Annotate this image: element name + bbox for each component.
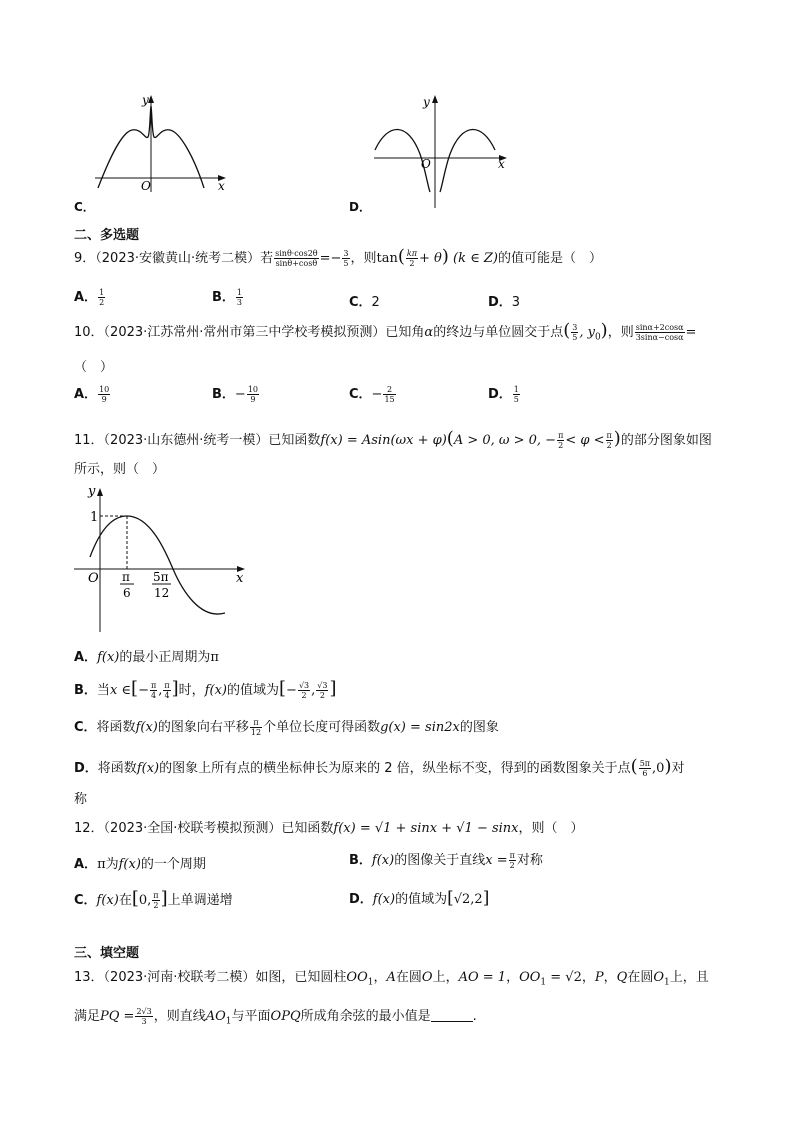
q12-option-b[interactable]: B．f(x)的图像关于直线x = $\frac{\pi}{2}$ 对称 xyxy=(349,851,543,870)
q10-option-c[interactable]: C．− $\frac{2}{15}$ xyxy=(349,385,395,404)
q10-option-d[interactable]: D． $\frac{1}{5}$ xyxy=(488,385,519,404)
graph-d-origin: O xyxy=(421,157,431,171)
q11-option-b[interactable]: B．当x ∈[− $\frac{\pi}{4}$ , $\frac{\pi}{4}$ ]时，f(x)的值域为[− $\frac{√3}{2}$ , $\frac{√3}{2}$ ] xyxy=(74,678,337,700)
graph-c-x-label: x xyxy=(218,179,225,193)
question-9: 9．（2023·安徽黄山·统考二模）若 $\frac{\sin\theta\cdot\cos 2\theta}{\sin\theta+\cos\theta}$ =− $\frac{3}{5}$ ，则tan( $\frac{k\pi}{2}$ + θ) (k ∈ Z)的值可能是（ ） xyxy=(74,246,603,268)
q11-graph-pi-num: π xyxy=(122,570,130,584)
q11-graph-y: y xyxy=(88,484,96,499)
q10-option-a[interactable]: A． $\frac{10}{9}$ xyxy=(74,385,110,404)
q9-tan-den: 2 xyxy=(409,259,415,268)
question-11: 11．（2023·山东德州·统考一模）已知函数f(x) = Asin(ωx + φ)(A > 0, ω > 0, − $\frac{\pi}{2}$ < φ < $\frac{\pi}{2}$ )的部分图象如图 xyxy=(74,428,712,450)
q9-option-d[interactable]: D．3 xyxy=(488,295,521,310)
q11-graph xyxy=(70,480,250,638)
option-c-label: C． xyxy=(74,200,95,214)
q11-line2: 所示，则（ ） xyxy=(74,462,166,477)
q9-tan-num: kπ xyxy=(406,249,418,258)
q9-tan: tan xyxy=(376,251,398,266)
q9-mid: ，则 xyxy=(350,251,377,266)
q12-option-c[interactable]: C．f(x)在[0, $\frac{\pi}{2}$ ]上单调递增 xyxy=(74,888,233,910)
graph-c-origin: O xyxy=(141,179,151,193)
graph-c xyxy=(90,92,240,197)
graph-d xyxy=(370,92,515,210)
option-d-label: D． xyxy=(349,200,371,214)
question-10: 10．（2023·江苏常州·常州市第三中学校考模拟预测）已知角α的终边与单位圆交于点( $\frac{3}{5}$ , $y_0$)，则 $\frac{\sin\alpha+2\cos\alpha}{3\sin\alpha-\cos\alpha}$ = xyxy=(74,320,697,343)
q10-alpha: α xyxy=(424,325,434,340)
q12-option-a[interactable]: A．π为f(x)的一个周期 xyxy=(74,857,206,872)
question-13: 13．（2023·河南·校联考二模）如图，已知圆柱$OO_1$，A在圆O上，AO = 1，$OO_1 = √2$，P，Q在圆$O_1$上，且 xyxy=(74,970,709,988)
q9-eq-rhs: =− xyxy=(319,251,342,266)
q11-option-c[interactable]: C．将函数f(x)的图象向右平移 $\frac{\pi}{12}$ 个单位长度可得函数g(x) = sin2x的图象 xyxy=(74,718,499,737)
q13-answer-blank[interactable] xyxy=(431,1009,473,1022)
q9-prefix: 9．（2023·安徽黄山·统考二模）若 xyxy=(74,251,274,266)
q9-eq-num: sinθ·cos2θ xyxy=(275,249,318,258)
q11-option-d-line2: 称 xyxy=(74,792,88,807)
q9-option-c[interactable]: C．2 xyxy=(349,295,380,310)
q9-suffix: 的值可能是（ ） xyxy=(498,251,603,266)
q10-blank-line: （ ） xyxy=(74,360,114,375)
q11-option-d[interactable]: D．将函数f(x)的图象上所有点的横坐标伸长为原来的 2 倍，纵坐标不变，得到的函数图象关于点( $\frac{5\pi}{6}$ ,0)对 xyxy=(74,756,685,778)
q9-option-a[interactable]: A． $\frac{1}{2}$ xyxy=(74,288,105,307)
q12-option-d[interactable]: D．f(x)的值域为[√2,2] xyxy=(349,888,490,908)
q11-graph-5pi-den: 12 xyxy=(154,586,170,600)
q11-graph-one: 1 xyxy=(90,510,99,525)
question-12: 12．（2023·全国·校联考模拟预测）已知函数f(x) = √1 + sinx + √1 − sinx，则（ ） xyxy=(74,821,584,836)
graph-d-y-label: y xyxy=(423,95,430,109)
graph-d-x-label: x xyxy=(498,157,505,171)
graph-c-y-label: y xyxy=(142,93,149,107)
q9-eq-den: sinθ+cosθ xyxy=(275,259,318,268)
q10-option-b[interactable]: B．− $\frac{10}{9}$ xyxy=(212,385,259,404)
q11-option-a[interactable]: A．f(x)的最小正周期为π xyxy=(74,650,219,665)
q11-graph-x: x xyxy=(236,571,244,586)
section-multi-choice-title: 二、多选题 xyxy=(74,228,140,243)
q11-graph-pi-den: 6 xyxy=(123,586,131,600)
section-fill-blank-title: 三、填空题 xyxy=(74,946,140,961)
q9-rhs-den: 5 xyxy=(343,259,349,268)
q9-rhs-num: 3 xyxy=(343,249,349,258)
q9-option-b[interactable]: B． $\frac{1}{3}$ xyxy=(212,288,243,307)
q9-tan-tail: + θ xyxy=(419,251,442,266)
q9-cond: (k ∈ Z) xyxy=(453,251,498,266)
q11-graph-5pi-num: 5π xyxy=(153,570,169,584)
q11-graph-origin: O xyxy=(88,571,99,586)
question-13-line2: 满足PQ = $\frac{2√3}{3}$ ，则直线$AO_1$与平面OPQ所成角余弦的最小值是 . xyxy=(74,1007,477,1027)
